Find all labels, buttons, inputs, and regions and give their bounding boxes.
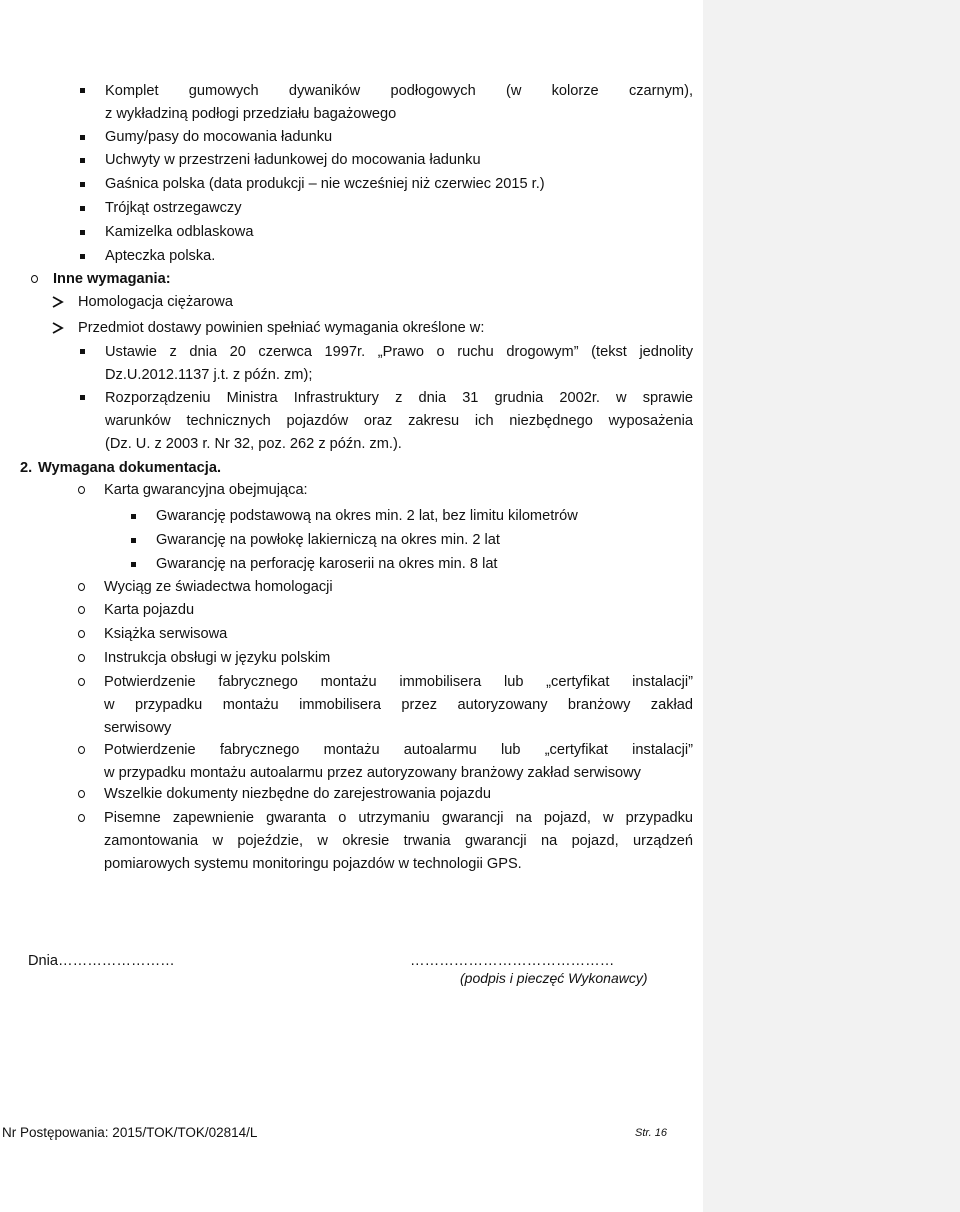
document-line: pomiarowych systemu monitoringu pojazdów w technologii GPS. xyxy=(104,856,522,872)
comment-pane xyxy=(703,0,960,1212)
law-line: Ustawie z dnia 20 czerwca 1997r. „Prawo o ruchu drogowym” (tekst jednolity xyxy=(105,344,693,360)
circle-bullet xyxy=(78,746,85,754)
date-field: Dnia…………………… xyxy=(28,953,175,969)
circle-bullet xyxy=(78,606,85,614)
document-item: Książka serwisowa xyxy=(104,626,228,642)
section-heading: Inne wymagania: xyxy=(53,271,171,287)
document-item: Karta pojazdu xyxy=(104,602,195,618)
warranty-item: Gwarancję na powłokę lakierniczą na okres min. 2 lat xyxy=(156,532,500,548)
document-line: Pisemne zapewnienie gwaranta o utrzymaniu gwarancji na pojazd, w przypadku xyxy=(104,810,693,826)
list-item: Apteczka polska. xyxy=(105,248,216,264)
square-bullet xyxy=(131,562,136,567)
law-line: Dz.U.2012.1137 j.t. z późn. zm); xyxy=(105,367,313,383)
circle-bullet xyxy=(78,814,85,822)
document-line: w przypadku montażu immobilisera przez autoryzowany branżowy zakład xyxy=(104,697,693,713)
document-item: Wyciąg ze świadectwa homologacji xyxy=(104,579,333,595)
list-item: Uchwyty w przestrzeni ładunkowej do mocowania ładunku xyxy=(105,152,481,168)
page-number: Str. 16 xyxy=(635,1127,667,1139)
list-item: Trójkąt ostrzegawczy xyxy=(105,200,242,216)
law-line: Rozporządzeniu Ministra Infrastruktury z dnia 31 grudnia 2002r. w sprawie xyxy=(105,390,693,406)
list-item: Gumy/pasy do mocowania ładunku xyxy=(105,129,333,145)
square-bullet xyxy=(80,230,85,235)
list-item: Gaśnica polska (data produkcji – nie wcześniej niż czerwiec 2015 r.) xyxy=(105,176,545,192)
square-bullet xyxy=(131,514,136,519)
circle-bullet xyxy=(78,630,85,638)
warranty-label: Karta gwarancyjna obejmująca: xyxy=(104,482,308,498)
square-bullet xyxy=(80,206,85,211)
circle-bullet xyxy=(31,275,38,283)
document-line: Potwierdzenie fabrycznego montażu immobilisera lub „certyfikat instalacji” xyxy=(104,674,693,690)
law-line: (Dz. U. z 2003 r. Nr 32, poz. 262 z późn. zm.). xyxy=(105,436,402,452)
square-bullet xyxy=(80,135,85,140)
document-line: w przypadku montażu autoalarmu przez autoryzowany branżowy zakład serwisowy xyxy=(104,765,641,781)
arrow-bullet-icon xyxy=(52,322,64,334)
document-item: Instrukcja obsługi w języku polskim xyxy=(104,650,331,666)
square-bullet xyxy=(80,158,85,163)
footer-reference: Nr Postępowania: 2015/TOK/TOK/02814/L xyxy=(2,1125,258,1140)
circle-bullet xyxy=(78,790,85,798)
list-item: Kamizelka odblaskowa xyxy=(105,224,254,240)
document-line: zamontowania w pojeździe, w okresie trwania gwarancji na pojazd, urządzeń xyxy=(104,833,693,849)
law-line: warunków technicznych pojazdów oraz zakresu ich niezbędnego wyposażenia xyxy=(105,413,693,429)
square-bullet xyxy=(80,88,85,93)
list-item-line: z wykładziną podłogi przedziału bagażowego xyxy=(105,106,397,122)
signature-dots: …………………………………… xyxy=(410,953,615,969)
circle-bullet xyxy=(78,486,85,494)
square-bullet xyxy=(80,349,85,354)
section-title: Wymagana dokumentacja. xyxy=(38,460,222,476)
arrow-bullet-icon xyxy=(52,296,64,308)
circle-bullet xyxy=(78,678,85,686)
signature-caption: (podpis i pieczęć Wykonawcy) xyxy=(460,970,648,986)
arrow-item: Homologacja ciężarowa xyxy=(78,294,233,310)
document-line: serwisowy xyxy=(104,720,172,736)
circle-bullet xyxy=(78,583,85,591)
circle-bullet xyxy=(78,654,85,662)
square-bullet xyxy=(80,182,85,187)
warranty-item: Gwarancję podstawową na okres min. 2 lat, bez limitu kilometrów xyxy=(156,508,578,524)
square-bullet xyxy=(131,538,136,543)
section-number: 2. xyxy=(20,460,33,476)
list-item-line: Komplet gumowych dywaników podłogowych (w kolorze czarnym), xyxy=(105,83,693,99)
warranty-item: Gwarancję na perforację karoserii na okres min. 8 lat xyxy=(156,556,498,572)
square-bullet xyxy=(80,395,85,400)
arrow-item: Przedmiot dostawy powinien spełniać wymagania określone w: xyxy=(78,320,485,336)
document-item: Wszelkie dokumenty niezbędne do zarejestrowania pojazdu xyxy=(104,786,491,802)
square-bullet xyxy=(80,254,85,259)
document-line: Potwierdzenie fabrycznego montażu autoalarmu lub „certyfikat instalacji” xyxy=(104,742,693,758)
